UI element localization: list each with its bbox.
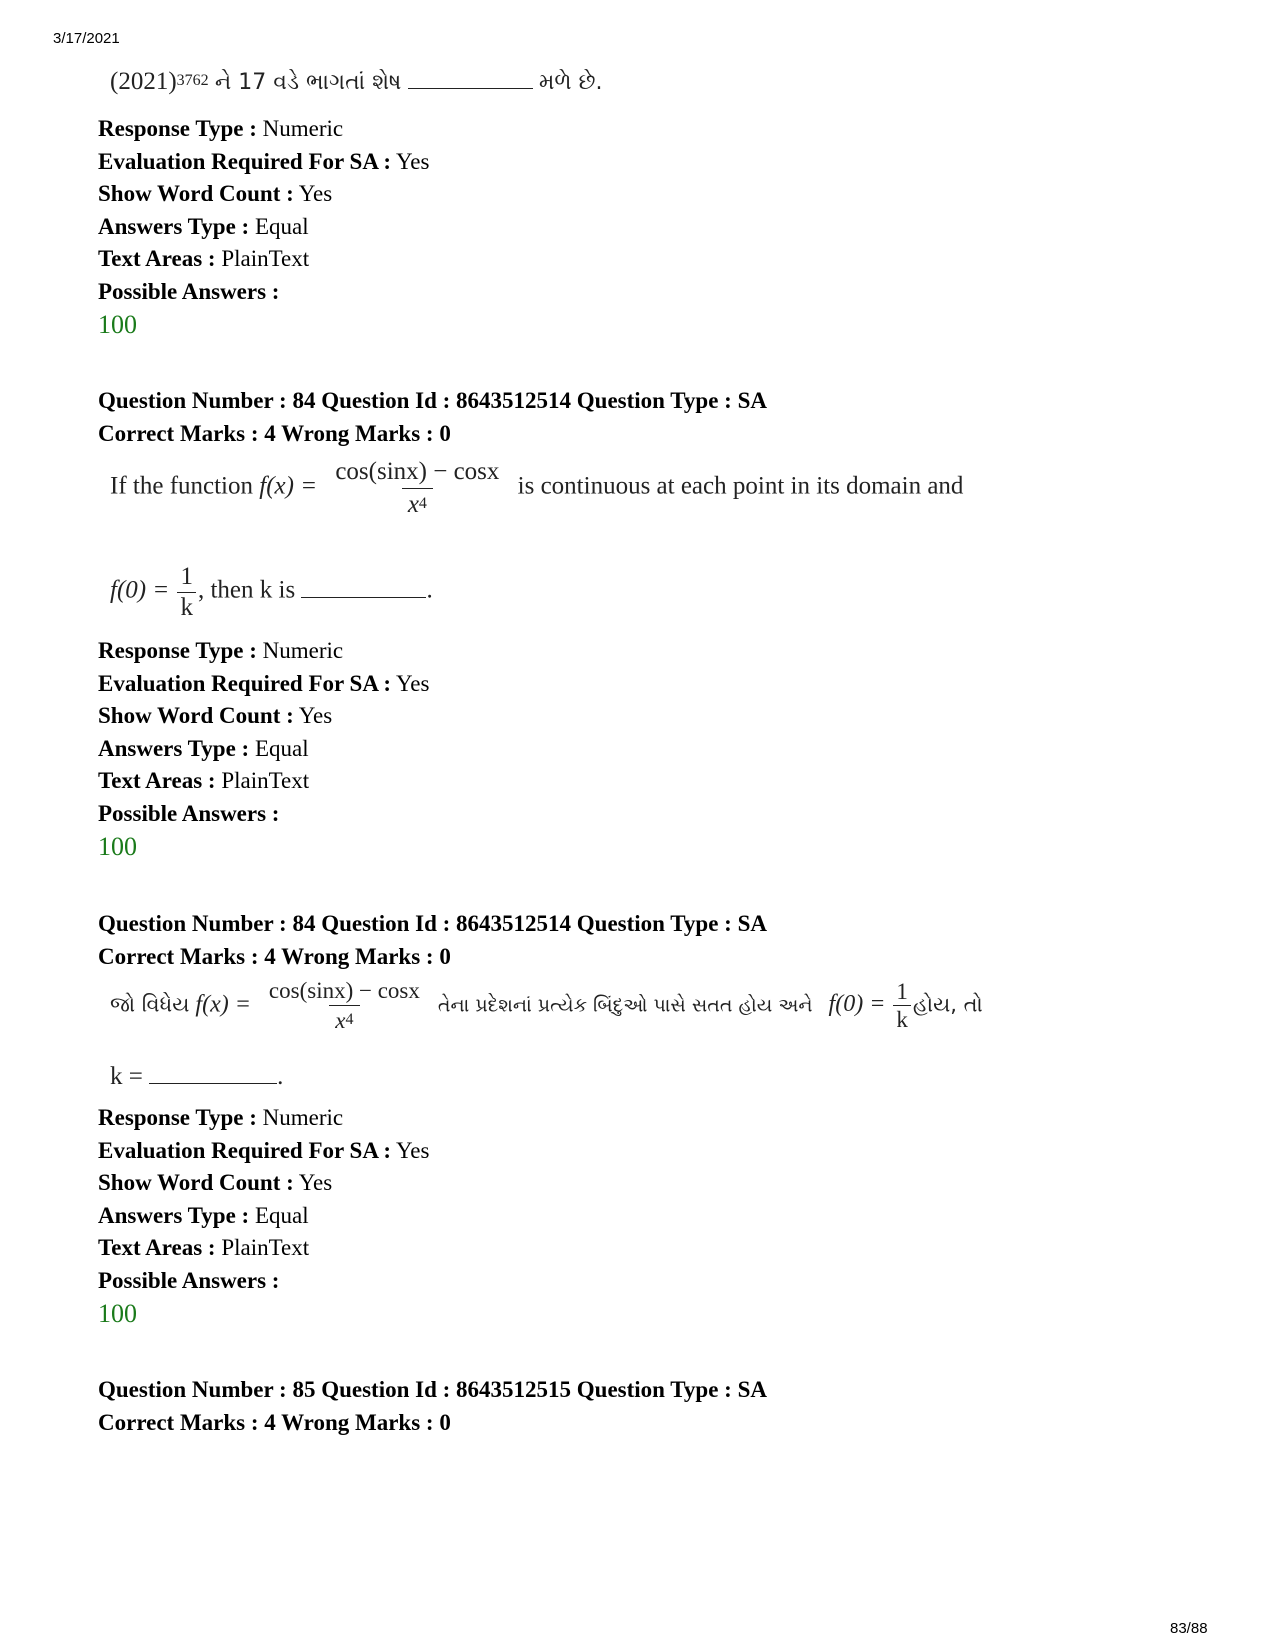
function-fraction bbox=[263, 978, 426, 1034]
meta-label: Evaluation Required For SA : bbox=[98, 148, 392, 174]
meta-value: Yes bbox=[298, 181, 333, 206]
meta-label: Possible Answers : bbox=[98, 800, 280, 826]
question-header bbox=[98, 1374, 767, 1439]
meta-label: Response Type : bbox=[98, 116, 257, 141]
meta-value: PlainText bbox=[221, 1235, 310, 1260]
meta-label: Text Areas : bbox=[98, 1235, 216, 1260]
meta-value: Equal bbox=[254, 735, 309, 761]
question-text-line1 bbox=[110, 458, 963, 518]
k-label: k = bbox=[110, 1063, 143, 1090]
page-number: 83/88 bbox=[1170, 1620, 1208, 1637]
answer-blank bbox=[408, 87, 533, 89]
meta-label: Possible Answers : bbox=[98, 1267, 280, 1293]
fraction-denominator: $x^4$ bbox=[402, 488, 433, 519]
meta-label: Text Areas : bbox=[98, 768, 216, 793]
meta-value: Yes bbox=[298, 1170, 333, 1195]
function-fraction bbox=[329, 458, 505, 518]
function-label: f(x) = bbox=[259, 472, 318, 500]
f0-label: f(0) = bbox=[110, 576, 170, 604]
fraction-numerator: cos(sinx) − cosx bbox=[335, 458, 500, 485]
base-number: (2021) bbox=[110, 68, 177, 95]
marks-line: Correct Marks : 4 Wrong Marks : 0 bbox=[98, 943, 451, 969]
question-text-remainder bbox=[110, 68, 603, 96]
fraction-numerator: cos(sinx) − cosx bbox=[268, 978, 420, 1003]
question-text-line2: f(0) = $\frac{1}{k}$ , then k is . bbox=[110, 563, 433, 621]
meta-value: PlainText bbox=[221, 246, 310, 271]
exponent: 3762 bbox=[176, 72, 209, 89]
meta-value: Equal bbox=[254, 213, 309, 239]
question-text: તેના પ્રદેશનાં પ્રત્યેક બિંદુઓ પાસે સતત હોય અને bbox=[437, 994, 813, 1017]
f0-label: f(0) = bbox=[828, 991, 886, 1018]
question-header bbox=[98, 908, 767, 973]
meta-label: Answers Type : bbox=[98, 735, 250, 761]
function-label: f(x) = bbox=[195, 991, 251, 1018]
possible-answer-value: 100 bbox=[98, 832, 137, 861]
meta-label: Show Word Count : bbox=[98, 703, 294, 728]
meta-value: Numeric bbox=[262, 116, 344, 141]
meta-value: Yes bbox=[298, 703, 333, 728]
meta-label: Show Word Count : bbox=[98, 1170, 294, 1195]
question-text-gujarati: ને 17 વડે ભાગતાં શેષ bbox=[214, 70, 402, 95]
marks-line: Correct Marks : 4 Wrong Marks : 0 bbox=[98, 1409, 451, 1435]
question-number-line: Question Number : 84 Question Id : 8643512514 Question Type : SA bbox=[98, 911, 767, 936]
fraction-denominator: $x^4$ bbox=[329, 1005, 359, 1033]
meta-label: Possible Answers : bbox=[98, 278, 280, 304]
meta-label: Answers Type : bbox=[98, 1202, 250, 1228]
possible-answer-value: 100 bbox=[98, 310, 137, 339]
question-tail-gujarati: મળે છે. bbox=[538, 70, 603, 95]
question-text: , then k is bbox=[197, 576, 296, 604]
meta-label: Response Type : bbox=[98, 1105, 257, 1130]
question-number-line: Question Number : 84 Question Id : 8643512514 Question Type : SA bbox=[98, 388, 767, 413]
meta-label: Text Areas : bbox=[98, 246, 216, 271]
meta-value: Numeric bbox=[262, 1105, 344, 1130]
question-meta bbox=[98, 635, 429, 864]
meta-value: PlainText bbox=[221, 768, 310, 793]
question-text: is continuous at each point in its domain and bbox=[517, 472, 964, 500]
f0-fraction: $\frac{1}{k}$ bbox=[893, 979, 911, 1033]
question-text-gujarati-line2: k = . bbox=[110, 1063, 284, 1090]
header-date: 3/17/2021 bbox=[53, 30, 120, 47]
meta-label: Answers Type : bbox=[98, 213, 250, 239]
meta-value: Yes bbox=[396, 1137, 430, 1163]
meta-value: Numeric bbox=[262, 638, 344, 663]
question-header bbox=[98, 385, 767, 450]
question-number-line: Question Number : 85 Question Id : 8643512515 Question Type : SA bbox=[98, 1377, 767, 1402]
meta-label: Evaluation Required For SA : bbox=[98, 1137, 392, 1163]
meta-value: Yes bbox=[396, 148, 430, 174]
question-text: હોય, તો bbox=[912, 992, 983, 1017]
question-meta bbox=[98, 113, 429, 342]
question-text: If the function bbox=[110, 472, 254, 500]
meta-label: Show Word Count : bbox=[98, 181, 294, 206]
question-text: જો વિધેય bbox=[110, 992, 190, 1017]
question-text-gujarati-line1 bbox=[110, 978, 983, 1034]
question-meta bbox=[98, 1102, 429, 1331]
meta-label: Evaluation Required For SA : bbox=[98, 670, 392, 696]
possible-answer-value: 100 bbox=[98, 1299, 137, 1328]
meta-value: Yes bbox=[396, 670, 430, 696]
answer-blank bbox=[149, 1082, 277, 1084]
marks-line: Correct Marks : 4 Wrong Marks : 0 bbox=[98, 420, 451, 446]
f0-fraction: $\frac{1}{k}$ bbox=[177, 563, 196, 621]
meta-label: Response Type : bbox=[98, 638, 257, 663]
answer-blank bbox=[301, 596, 426, 598]
meta-value: Equal bbox=[254, 1202, 309, 1228]
